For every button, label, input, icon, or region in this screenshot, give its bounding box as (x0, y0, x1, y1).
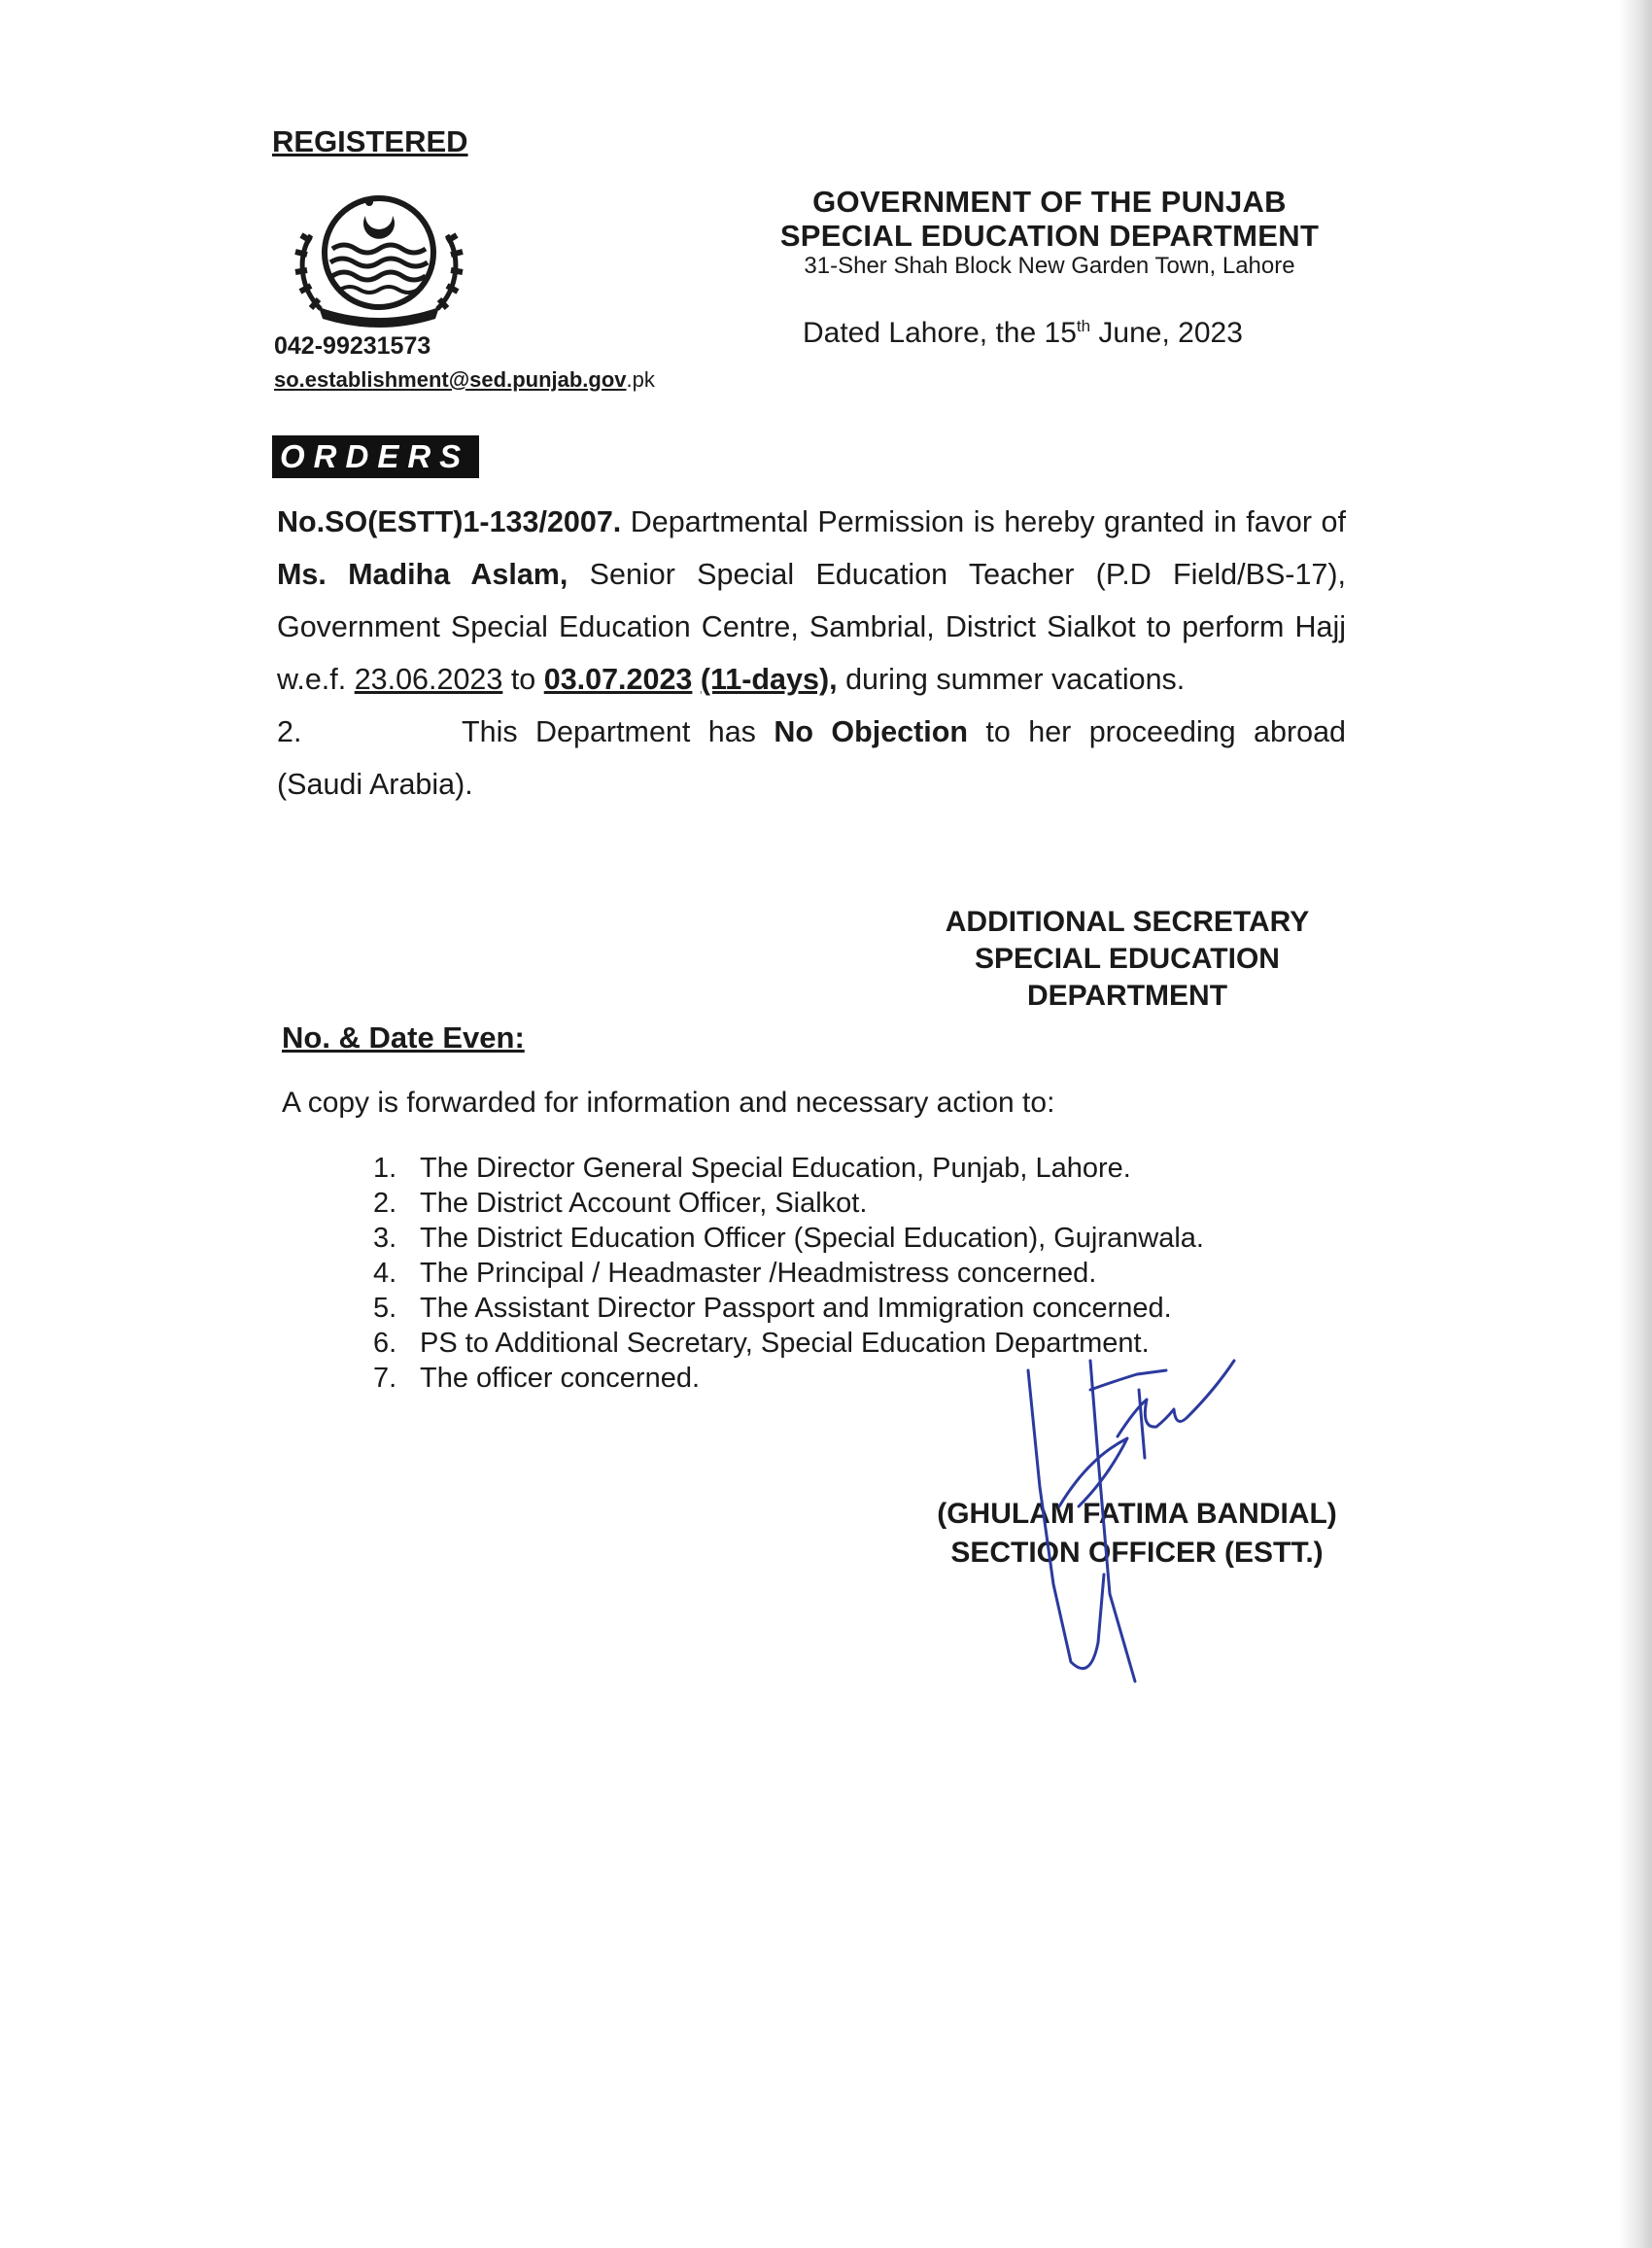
government-heading: GOVERNMENT OF THE PUNJAB (812, 185, 1287, 219)
additional-secretary-block (875, 904, 1380, 1015)
order-paragraph-1 (277, 496, 1346, 706)
list-item: 3. The District Education Officer (Special Education), Gujranwala. (373, 1223, 1204, 1254)
date-ordinal: th (1076, 317, 1091, 335)
no-date-even: No. & Date Even: (282, 1020, 525, 1055)
list-item: 7. The officer concerned. (373, 1363, 701, 1394)
officer-name: (GHULAM FATIMA BANDIAL) (937, 1498, 1337, 1530)
date-suffix: June, 2023 (1090, 317, 1243, 349)
registered-label: REGISTERED (272, 124, 468, 158)
no-objection: No Objection (774, 715, 969, 748)
list-item: 1. The Director General Special Education, Punjab, Lahore. (373, 1153, 1131, 1184)
email-address[interactable] (274, 367, 655, 393)
leave-days: (11-days), (700, 663, 838, 696)
signatory-line-2: SPECIAL EDUCATION (975, 943, 1280, 975)
para2-text-2: to her proceeding abroad (Saudi Arabia). (277, 715, 1347, 801)
scan-edge-shadow (1619, 0, 1652, 2248)
department-heading: SPECIAL EDUCATION DEPARTMENT (779, 219, 1320, 253)
orders-label: ORDERS (272, 435, 479, 478)
para1-text-4: during summer vacations. (837, 663, 1186, 696)
handwritten-signature-icon (1020, 1341, 1254, 1691)
dated-line (803, 317, 1243, 350)
para2-text-1: This Department has (462, 715, 774, 748)
list-item: 6. PS to Additional Secretary, Special Education Department. (373, 1328, 1150, 1359)
signatory-line-1: ADDITIONAL SECRETARY (945, 906, 1310, 938)
list-item: 2. The District Account Officer, Sialkot. (373, 1188, 868, 1219)
phone-number: 042-99231573 (274, 332, 431, 360)
order-number: No.SO(ESTT)1-133/2007. (277, 505, 622, 538)
to-date: 03.07.2023 (543, 663, 693, 696)
employee-name: Ms. Madiha Aslam, (277, 558, 568, 591)
copy-forwarded-intro: A copy is forwarded for information and necessary action to: (282, 1087, 1055, 1119)
punjab-emblem-icon (282, 173, 476, 329)
list-item: 4. The Principal / Headmaster /Headmistress concerned. (373, 1258, 1097, 1289)
para1-text-2: Senior Special Education Teacher (P.D Field/BS-17), Government Special Education Centre, Sambrial, District Sialkot to perform Hajj w.e.f. (277, 558, 1347, 696)
officer-title: SECTION OFFICER (ESTT.) (950, 1537, 1324, 1569)
email-link[interactable]: so.establishment@sed.punjab.gov (274, 367, 627, 392)
para1-text-1: Departmental Permission is hereby granted in favor of (621, 505, 1346, 538)
signatory-line-3: DEPARTMENT (1026, 980, 1228, 1012)
email-suffix: .pk (626, 367, 655, 392)
department-address: 31-Sher Shah Block New Garden Town, Lahore (804, 253, 1295, 279)
para2-number: 2. (277, 715, 302, 748)
date-prefix: Dated Lahore, the 15 (803, 317, 1077, 349)
para1-text-3: to (502, 663, 544, 696)
list-item: 5. The Assistant Director Passport and Immigration concerned. (373, 1293, 1172, 1324)
order-paragraph-2 (277, 706, 1346, 811)
from-date: 23.06.2023 (354, 663, 503, 696)
